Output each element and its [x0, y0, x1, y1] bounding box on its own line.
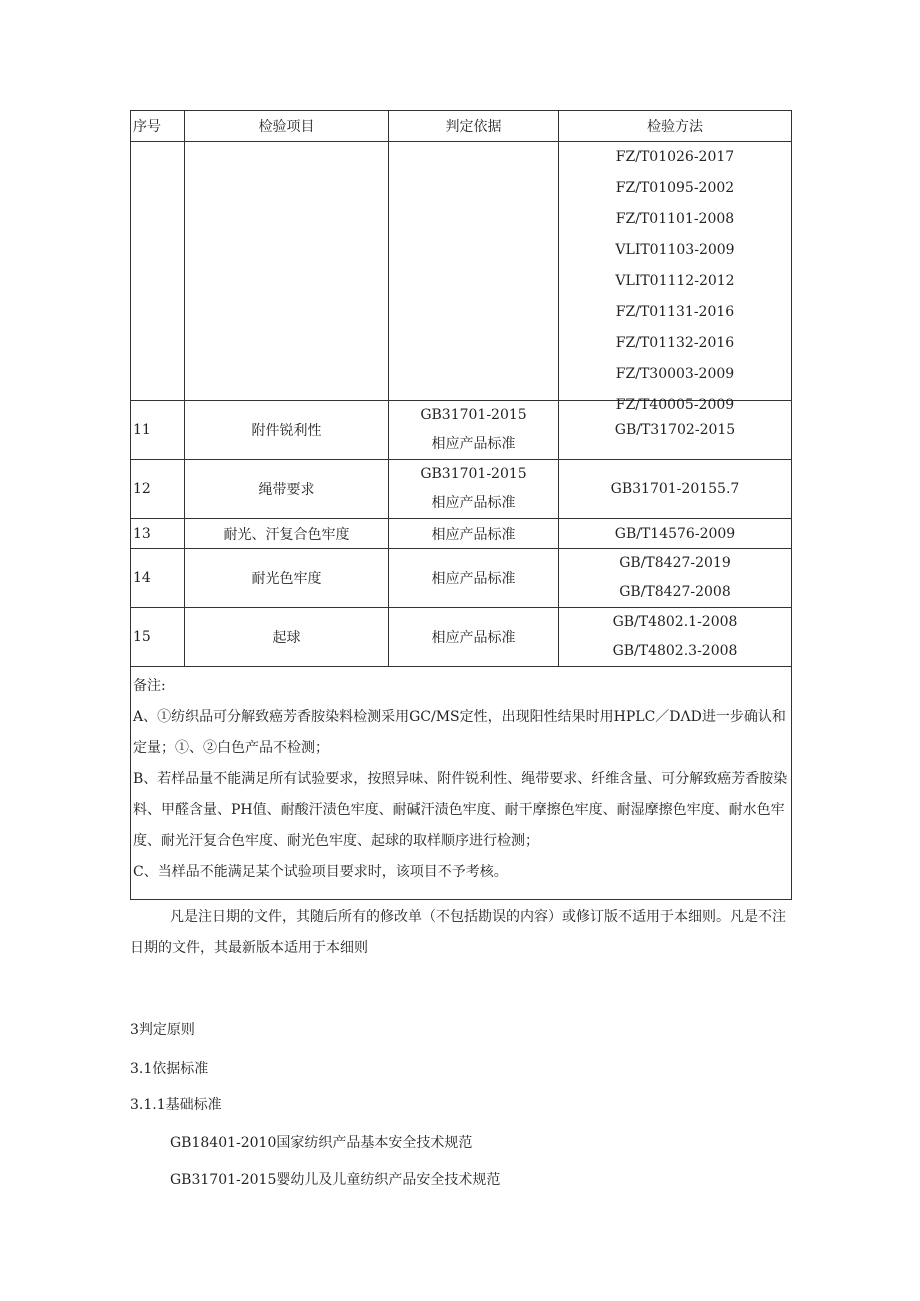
method-line: FZ/T01132-2016: [615, 335, 735, 351]
table-row: [131, 608, 792, 667]
method-line: FZ/T40005-2009: [615, 397, 735, 413]
section-heading-3-1: 3.1依据标准: [130, 1061, 209, 1077]
table-row-continued: [131, 142, 792, 401]
row-item: 绳带要求: [185, 460, 389, 519]
row-no: 14: [131, 549, 185, 608]
notes-title: 备注:: [133, 678, 166, 694]
row-method: [559, 608, 792, 667]
row-no: 11: [131, 401, 185, 460]
method-line: FZ/T01131-2016: [615, 304, 735, 320]
row-no: 12: [131, 460, 185, 519]
row-basis: 相应产品标准: [389, 549, 559, 608]
row-method: [559, 549, 792, 608]
method-line: GB/T4802.3-2008: [612, 643, 738, 659]
header-basis: 判定依据: [389, 111, 559, 142]
section-heading-3-1-1: 3.1.1基础标准: [130, 1097, 222, 1113]
continued-item-cell: [185, 142, 389, 401]
method-line: GB/T4802.1-2008: [612, 614, 738, 630]
row-no: 13: [131, 519, 185, 549]
basis-line: 相应产品标准: [431, 495, 516, 511]
row-method: GB31701-20155.7: [559, 460, 792, 519]
method-line: FZ/T01095-2002: [615, 180, 735, 196]
row-item: 耐光色牢度: [185, 549, 389, 608]
row-no: 15: [131, 608, 185, 667]
note-b: B、若样品量不能满足所有试验要求，按照异味、附件锐利性、绳带要求、纤维含量、可分解致癌芳香胺染料、甲醛含量、PH值、耐酸汗渍色牢度、耐碱汗渍色牢度、耐干摩擦色牢度、耐湿摩擦色牢度、耐水色牢度、耐光汗复合色牢度、耐光色牢度、起球的取样顺序进行检测；: [133, 771, 788, 849]
notes-cell: [131, 667, 792, 900]
row-basis: 相应产品标准: [389, 519, 559, 549]
continued-method-cell: [559, 142, 792, 413]
standard-item: GB18401-2010国家纺织产品基本安全技术规范: [170, 1135, 473, 1151]
basis-line: 相应产品标准: [431, 436, 516, 452]
row-item: 耐光、汗复合色牢度: [185, 519, 389, 549]
inspection-table: [130, 110, 792, 900]
standard-item: GB31701-2015婴幼儿及儿童纺织产品安全技术规范: [170, 1172, 501, 1188]
method-line: FZ/T30003-2009: [615, 366, 735, 382]
method-line: VLIT01103-2009: [615, 242, 735, 258]
row-method: GB/T31702-2015: [559, 401, 792, 460]
row-basis: [389, 460, 559, 519]
notes-row: [131, 667, 792, 900]
header-method: 检验方法: [559, 111, 792, 142]
table-row: [131, 549, 792, 608]
table-row: [131, 460, 792, 519]
note-a: A、①纺织品可分解致癌芳香胺染料检测采用GC/MS定性，出现阳性结果时用HPLC／DΛD进一步确认和定量；①、②白色产品不检测；: [133, 709, 786, 756]
method-line: FZ/T01101-2008: [615, 211, 735, 227]
continued-basis-cell: [389, 142, 559, 401]
table-row: [131, 519, 792, 549]
method-line: VLIT01112-2012: [615, 273, 735, 289]
header-item: 检验项目: [185, 111, 389, 142]
row-method: GB/T14576-2009: [559, 519, 792, 549]
basis-line: GB31701-2015: [420, 407, 527, 423]
header-no: 序号: [131, 111, 185, 142]
method-line: GB/T8427-2008: [619, 584, 731, 600]
body-paragraph: 凡是注日期的文件，其随后所有的修改单（不包括勘误的内容）或修订版不适用于本细则。凡是不注日期的文件，其最新版本适用于本细则: [130, 909, 786, 956]
table-header-row: [131, 111, 792, 142]
row-basis: [389, 401, 559, 460]
basis-line: GB31701-2015: [420, 466, 527, 482]
row-basis: 相应产品标准: [389, 608, 559, 667]
row-item: 附件锐利性: [185, 401, 389, 460]
note-c: C、当样品不能满足某个试验项目要求时，该项目不予考核。: [133, 864, 508, 880]
continued-no-cell: [131, 142, 185, 401]
method-line: FZ/T01026-2017: [615, 149, 735, 165]
method-line: GB/T8427-2019: [619, 555, 731, 571]
row-item: 起球: [185, 608, 389, 667]
section-heading-3: 3判定原则: [130, 1022, 195, 1038]
